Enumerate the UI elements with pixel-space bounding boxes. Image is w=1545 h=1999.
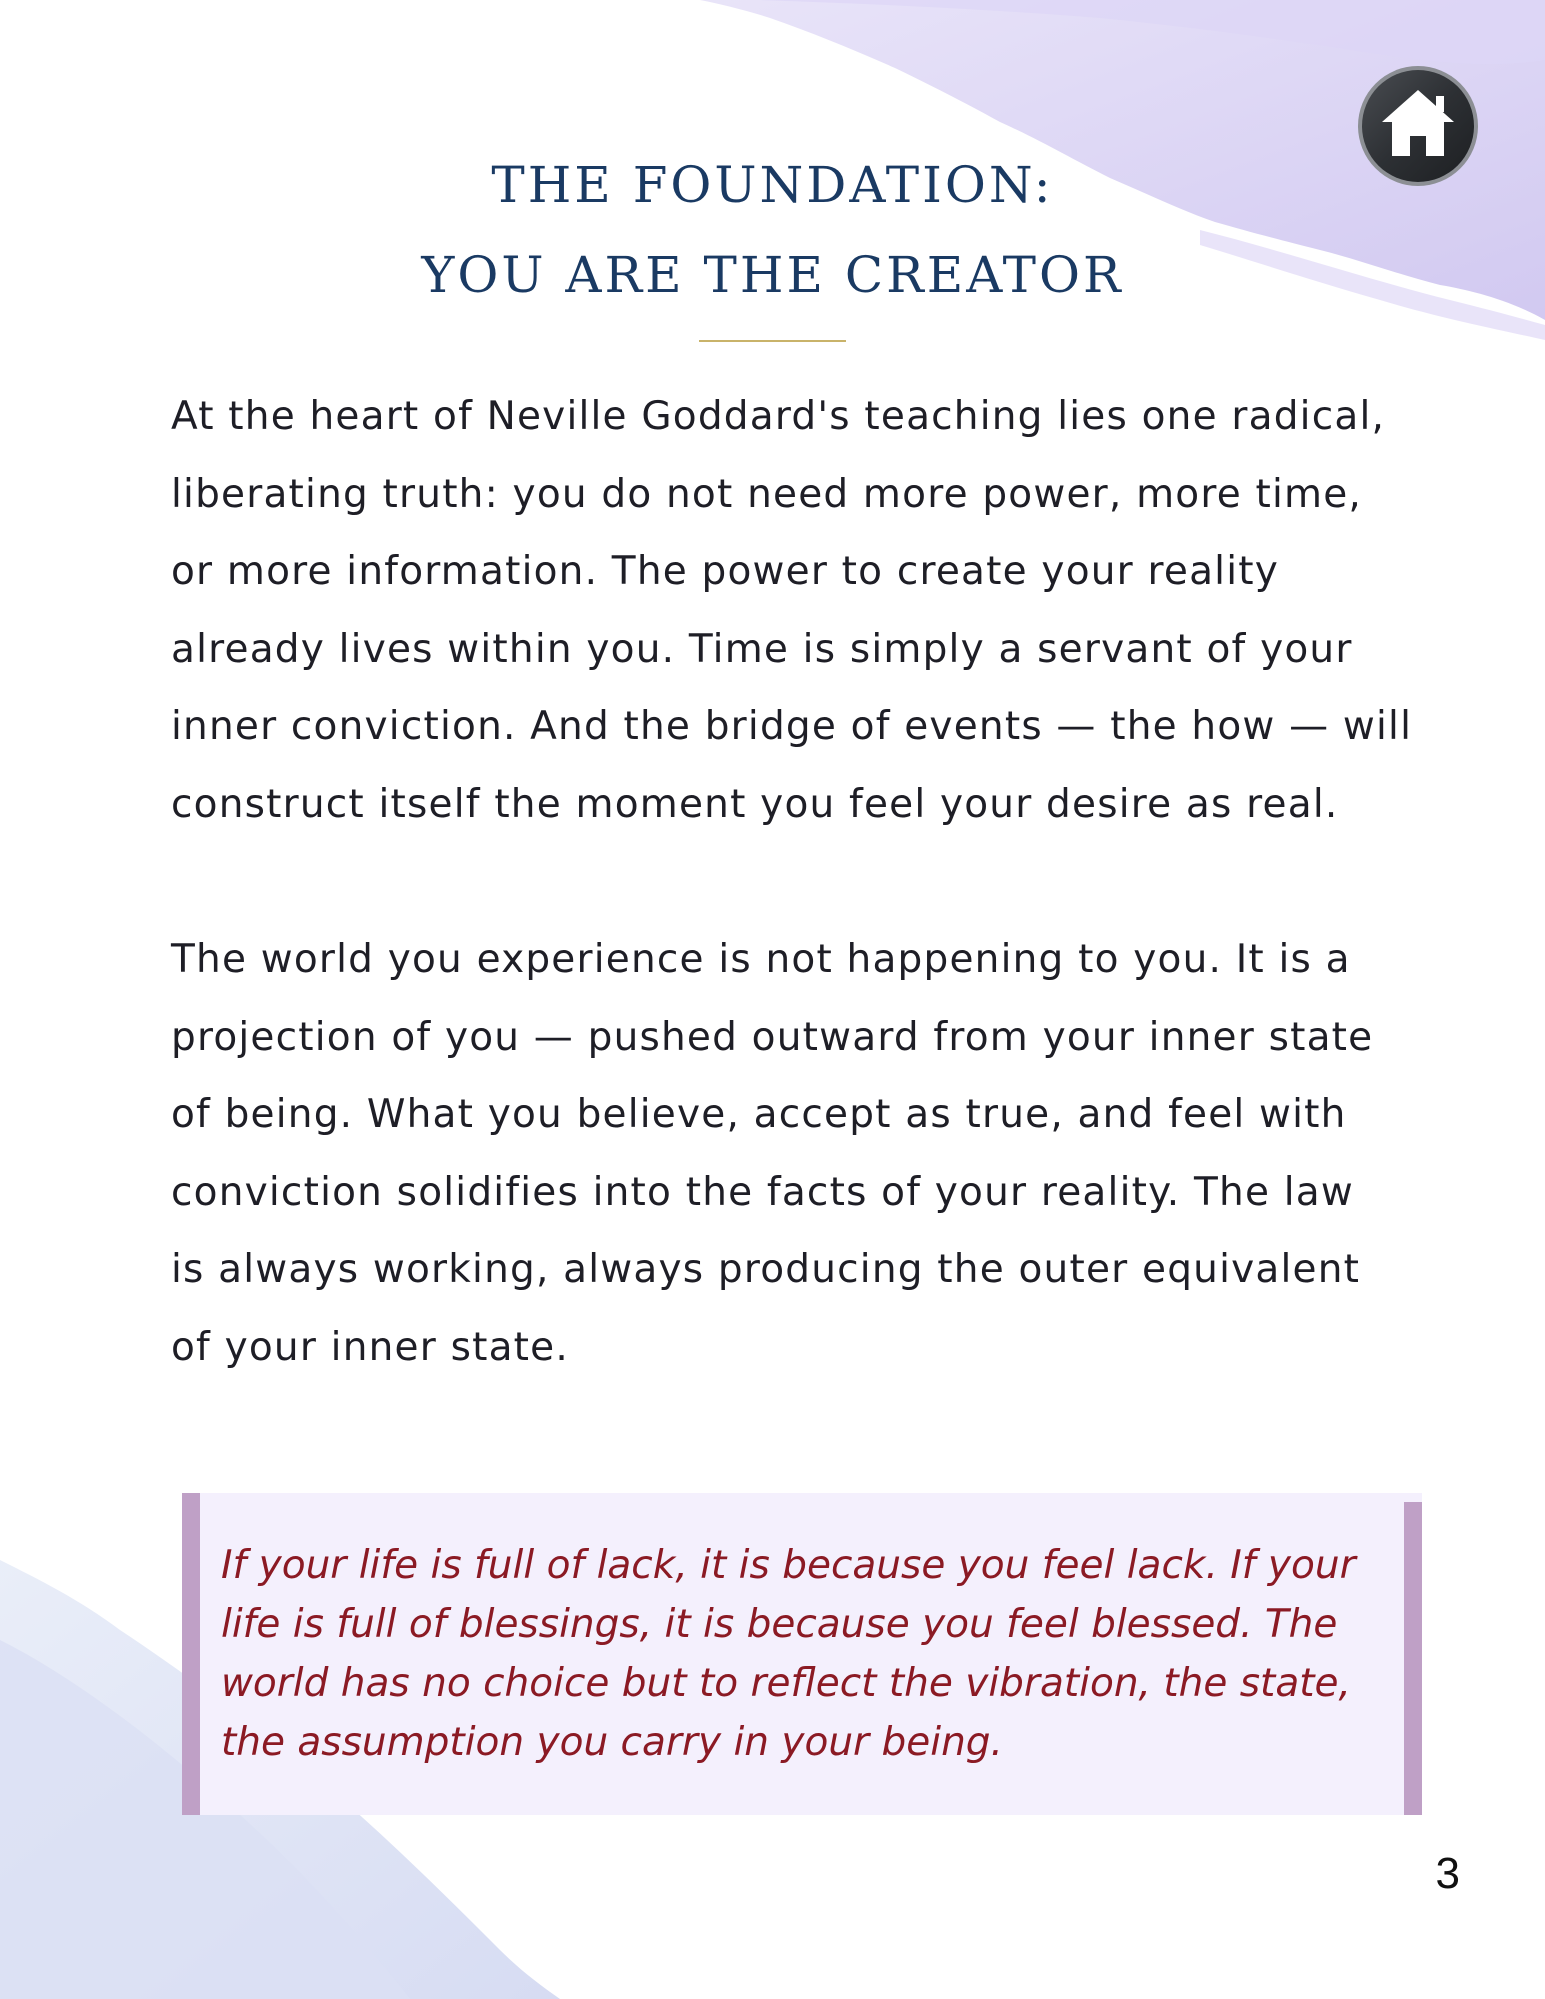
paragraph-line: conviction solidifies into the facts of your reality. The law (171, 1169, 1354, 1215)
paragraph-line: of your inner state. (171, 1324, 569, 1370)
paragraph-line: construct itself the moment you feel your desire as real. (171, 781, 1339, 827)
quote-bar-right (1404, 1502, 1422, 1815)
paragraph-line: inner conviction. And the bridge of events — the how — will (171, 704, 1413, 749)
paragraph-line: liberating truth: you do not need more power, more time, (171, 471, 1363, 517)
quote-line: the assumption you carry in your being. (221, 1720, 1003, 1765)
paragraph-line: or more information. The power to create your reality (171, 549, 1280, 594)
title-divider (699, 340, 846, 342)
paragraph-line: At the heart of Neville Goddard's teaching lies one radical, (171, 394, 1386, 439)
paragraph-1 (171, 378, 1471, 843)
quote-line: life is full of blessings, it is because you feel blessed. The (221, 1602, 1338, 1647)
title-line-1: THE FOUNDATION: (491, 156, 1054, 214)
page-title (0, 140, 1545, 320)
title-line-2: YOU ARE THE CREATOR (421, 246, 1124, 304)
quote-line: If your life is full of lack, it is because you feel lack. If your (221, 1543, 1356, 1588)
quote-line: world has no choice but to reflect the vibration, the state, (221, 1661, 1351, 1706)
paragraph-line: projection of you — pushed outward from your inner state (171, 1014, 1374, 1060)
paragraph-line: is always working, always producing the outer equivalent (171, 1247, 1361, 1292)
paragraph-line: of being. What you believe, accept as true, and feel with (171, 1092, 1347, 1137)
paragraph-line: already lives within you. Time is simply a servant of your (171, 626, 1353, 672)
paragraph-2 (171, 921, 1471, 1386)
paragraph-line: The world you experience is not happening to you. It is a (171, 937, 1351, 982)
page-number: 3 (1435, 1849, 1460, 1898)
quote-bar-left (182, 1493, 200, 1815)
pull-quote (221, 1536, 1401, 1772)
